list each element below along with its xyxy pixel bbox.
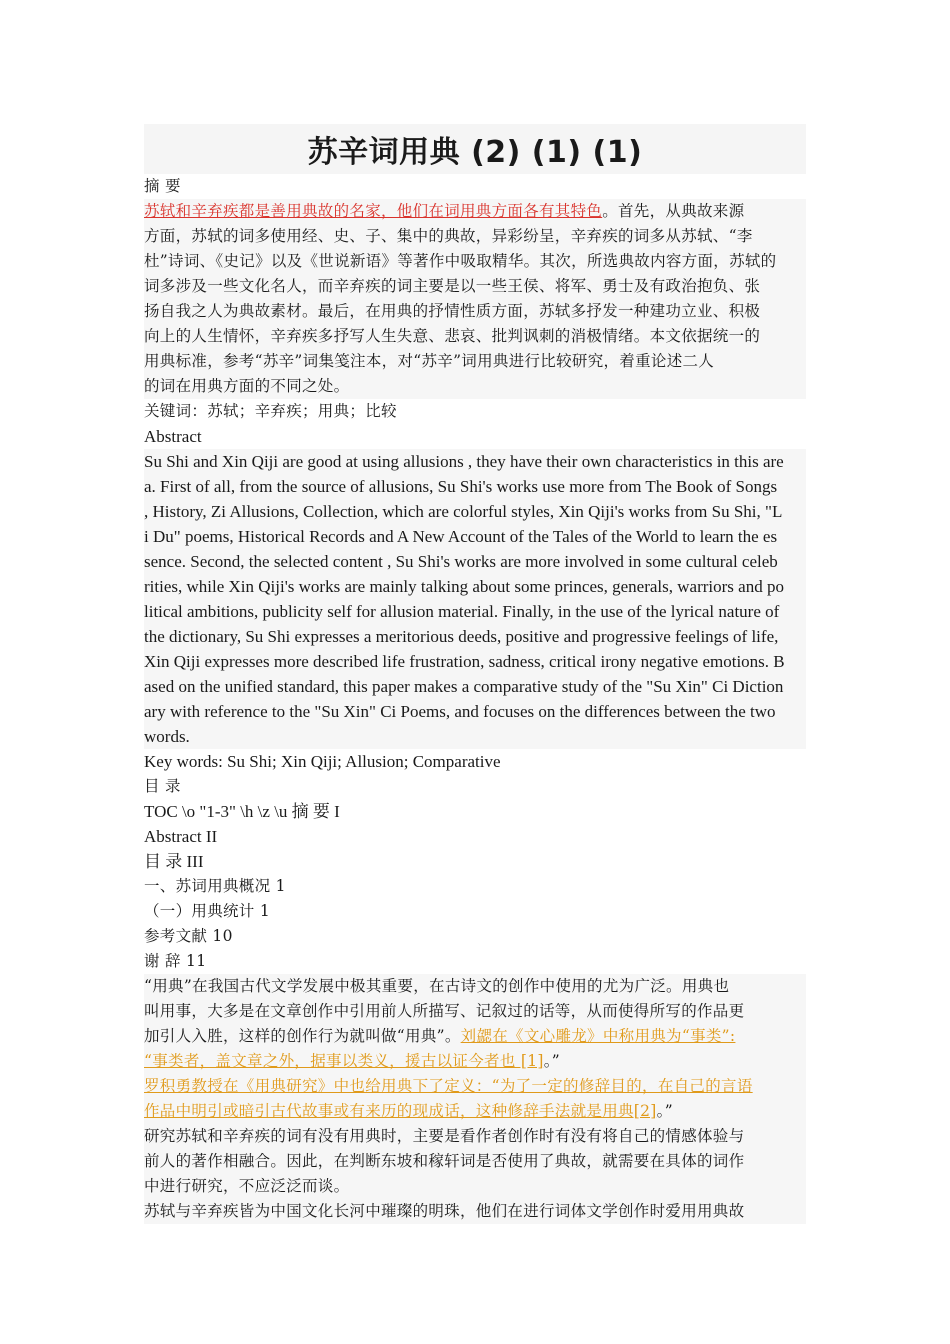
abstract-zh-line: 的词在用典方面的不同之处。	[144, 374, 806, 399]
body-line: 中进行研究，不应泛泛而谈。	[144, 1174, 806, 1199]
body-text: 。”	[543, 1052, 560, 1070]
body-line: 叫用事，大多是在文章创作中引用前人所描写、记叙过的话等，从而使得所写的作品更	[144, 999, 806, 1024]
citation-highlight: 罗积勇教授在《用典研究》中也给用典下了定义：“为了一定的修辞目的，在自己的言语	[144, 1077, 753, 1095]
citation-highlight: 作品中明引或暗引古代故事或有来历的现成话，这种修辞手法就是用典[2]	[144, 1102, 657, 1120]
toc-item[interactable]: （一）用典统计 1	[144, 902, 270, 920]
abstract-zh-line: 词多涉及一些文化名人，而辛弃疾的词主要是以一些王侯、将军、勇士及有政治抱负、张	[144, 274, 806, 299]
body-paragraph-1	[144, 974, 806, 1074]
body-text: 。”	[656, 1102, 673, 1120]
abstract-en-line: words.	[144, 724, 806, 749]
body-line: 苏轼与辛弃疾皆为中国文化长河中璀璨的明珠，他们在进行词体文学创作时爱用用典故	[144, 1199, 806, 1224]
body-line: 研究苏轼和辛弃疾的词有没有用典时，主要是看作者创作时有没有将自己的情感体验与	[144, 1124, 806, 1149]
abstract-en-line: a. First of all, from the source of allusions, Su Shi's works use more from The Book of Songs	[144, 474, 806, 499]
body-paragraph-2	[144, 1074, 806, 1124]
toc-item[interactable]: 目 录 III	[144, 852, 204, 871]
document-title: 苏辛词用典 (2) (1) (1)	[144, 124, 806, 174]
citation-highlight: “事类者，盖文章之外，据事以类义，援古以证今者也 [1]	[144, 1052, 544, 1070]
toc-heading: 目 录	[144, 777, 181, 795]
abstract-en-line: sence. Second, the selected content , Su Shi's works are more involved in some cultural celeb	[144, 549, 806, 574]
abstract-en-line: i Du" poems, Historical Records and A New Account of the Tales of the World to learn the es	[144, 524, 806, 549]
toc-item[interactable]: TOC \o "1-3" \h \z \u 摘 要 I	[144, 802, 340, 821]
abstract-en-line: litical ambitions, publicity self for allusion material. Finally, in the use of the lyrical nature of	[144, 599, 806, 624]
keywords-zh: 关键词：苏轼；辛弃疾；用典；比较	[144, 402, 397, 420]
abstract-en-line: , History, Zi Allusions, Collection, which are colorful styles, Xin Qiji's works from Su Shi, "L	[144, 499, 806, 524]
abstract-en-line: rities, while Xin Qiji's works are mainly talking about some princes, generals, warriors and po	[144, 574, 806, 599]
abstract-en-line: the dictionary, Su Shi expresses a meritorious deeds, positive and progressive feelings of life,	[144, 624, 806, 649]
document-page	[144, 124, 806, 1224]
body-line: 前人的著作相融合。因此，在判断东坡和稼轩词是否使用了典故，就需要在具体的词作	[144, 1149, 806, 1174]
body-paragraph-4	[144, 1199, 806, 1224]
abstract-zh-line: 向上的人生情怀，辛弃疾多抒写人生失意、悲哀、批判讽刺的消极情绪。本文依据统一的	[144, 324, 806, 349]
abstract-en-heading: Abstract	[144, 427, 202, 446]
abstract-en-paragraph	[144, 449, 806, 749]
abstract-zh-line: 方面，苏轼的词多使用经、史、子、集中的典故，异彩纷呈，辛弃疾的词多从苏轼、“李	[144, 224, 806, 249]
abstract-zh-heading: 摘 要	[144, 177, 181, 195]
abstract-en-line: ary with reference to the "Su Xin" Ci Poems, and focuses on the differences between the two	[144, 699, 806, 724]
toc-item[interactable]: 谢 辞 11	[144, 952, 207, 970]
toc-item[interactable]: 一、苏词用典概况 1	[144, 877, 286, 895]
body-paragraph-3	[144, 1124, 806, 1199]
abstract-zh-paragraph	[144, 199, 806, 399]
toc-item[interactable]: 参考文献 10	[144, 927, 233, 945]
citation-highlight: 刘勰在《文心雕龙》中称用典为“事类”:	[460, 1027, 736, 1045]
body-text: 加引人入胜，这样的创作行为就叫做“用典”。	[144, 1027, 461, 1045]
abstract-en-line: Xin Qiji expresses more described life frustration, sadness, critical irony negative emotions. B	[144, 649, 806, 674]
table-of-contents	[144, 799, 806, 974]
body-line: “用典”在我国古代文学发展中极其重要，在古诗文的创作中使用的尤为广泛。用典也	[144, 974, 806, 999]
abstract-zh-text: 。首先，从典故来源	[602, 202, 745, 220]
abstract-zh-line: 扬自我之人为典故素材。最后，在用典的抒情性质方面，苏轼多抒发一种建功立业、积极	[144, 299, 806, 324]
abstract-zh-highlight: 苏轼和辛弃疾都是善用典故的名家，他们在词用典方面各有其特色	[144, 202, 603, 220]
toc-item[interactable]: Abstract II	[144, 827, 218, 846]
abstract-zh-line: 用典标准，参考“苏辛”词集笺注本，对“苏辛”词用典进行比较研究，着重论述二人	[144, 349, 806, 374]
abstract-en-line: ased on the unified standard, this paper makes a comparative study of the "Su Xin" Ci Diction	[144, 674, 806, 699]
abstract-en-line: Su Shi and Xin Qiji are good at using allusions , they have their own characteristics in this are	[144, 449, 806, 474]
keywords-en: Key words: Su Shi; Xin Qiji; Allusion; Comparative	[144, 752, 501, 771]
abstract-zh-line: 杜”诗词、《史记》以及《世说新语》等著作中吸取精华。其次，所选典故内容方面，苏轼的	[144, 249, 806, 274]
